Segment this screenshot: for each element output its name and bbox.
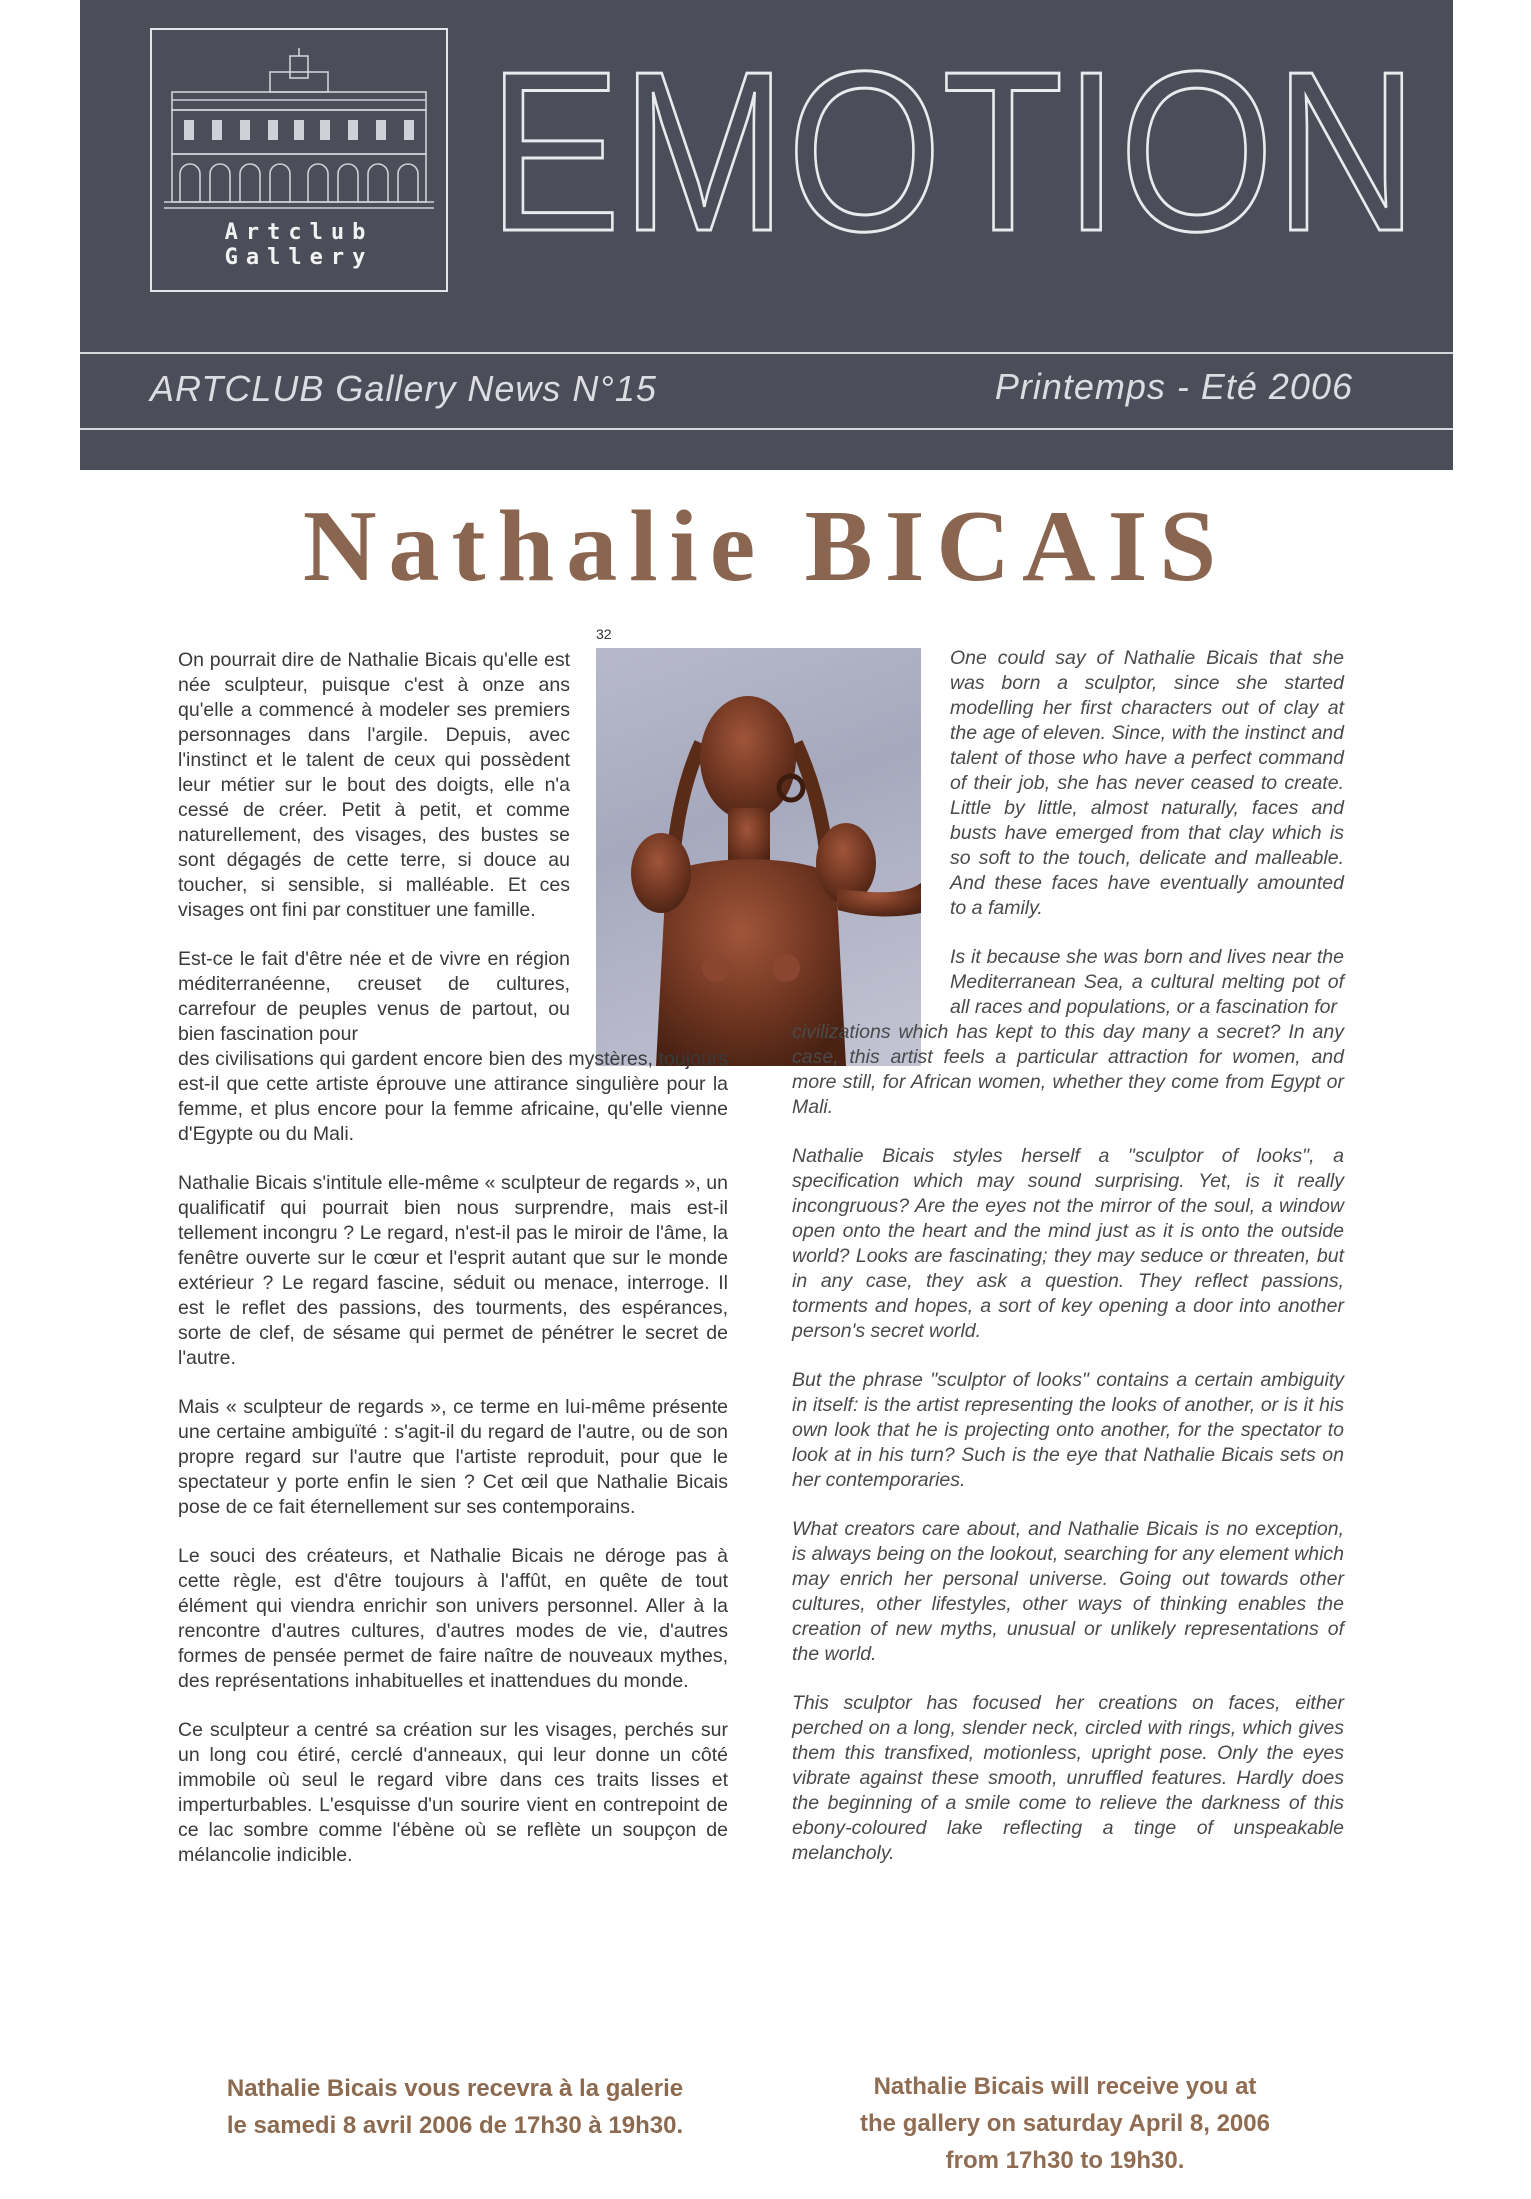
english-column [792,646,1344,1890]
en-paragraph-4: But the phrase "sculptor of looks" contains a certain ambiguity in itself: is the artist representing the looks of another, or is it his own look that he is projecting onto another, for the spectator to look at in his turn? Such is the eye that Nathalie Bicais sets on her contemporaries. [792,1369,1344,1491]
fr-paragraph-2 [178,947,728,1147]
fr-paragraph-4: Mais « sculpteur de regards », ce terme en lui-même présente une certaine ambiguïté : s'agit-il du regard de l'autre, ou de son propre regard sur l'autre que l'artiste reproduit, pour que le spectateur y porte enfin le sien ? Cet œil que Nathalie Bicais pose de ce fait éternellement sur ses contemporains. [178,1396,728,1518]
header-rule-bottom [80,428,1453,430]
french-invitation [150,2070,760,2144]
en-paragraph-2 [792,945,1344,1120]
fr-invite-line-2: le samedi 8 avril 2006 de 17h30 à 19h30. [226,2112,684,2139]
en-paragraph-1: One could say of Nathalie Bicais that she was born a sculptor, since she started modelling her first characters out of clay at the age of eleven. Since, with the instinct and talent of those who have a perfect command of their job, she has never ceased to create. Little by little, almost naturally, faces and busts have emerged from that clay which is so soft to the touch, delicate and malleable. And these faces have eventually amounted to a family. [950,647,1344,919]
artist-name: Nathalie BICAIS [302,490,1229,603]
fr-paragraph-1: On pourrait dire de Nathalie Bicais qu'elle est née sculpteur, puisque c'est à onze ans qu'elle a commencé à modeler ses premiers personnages dans l'argile. Depuis, avec l'instinct et le talent de ceux qui possèdent leur métier sur le bout des doigts, elle n'a cessé de créer. Petit à petit, et comme naturellement, des visages, des bustes se sont dégagés de cette terre, si douce au toucher, si sensible, si malléable. Et ces visages ont fini par constituer une famille. [178,649,570,921]
building-icon [160,48,438,238]
fr-paragraph-3: Nathalie Bicais s'intitule elle-même « sculpteur de regards », un qualificatif qui pourrait bien nous surprendre, mais est-il tellement incongru ? Le regard, n'est-il pas le miroir de l'âme, la fenêtre ouverte sur le cœur et l'esprit autant que sur le monde extérieur ? Le regard fascine, séduit ou menace, interroge. Il est le reflet des passions, des tourments, des espérances, sorte de clef, de sésame qui permet de pénétrer le secret de l'autre. [178,1172,728,1369]
en-invite-line-2: the gallery on saturday April 8, 2006 [860,2110,1270,2137]
gallery-logo [150,28,448,292]
english-invitation [760,2068,1370,2179]
masthead-text: EMOTION [488,25,1418,279]
en-invite-line-3: from 17h30 to 19h30. [945,2147,1185,2174]
logo-text: Artclub Gallery [224,220,374,270]
en-paragraph-2b: civilizations which has kept to this day many a secret? In any case, this artist feels a particular attraction for women, and more still, for African women, whether they come from Egypt or Mali. [792,1021,1344,1118]
masthead-title [488,25,1428,279]
en-invite-line-1: Nathalie Bicais will receive you at [873,2073,1257,2100]
newsletter-title: ARTCLUB Gallery News N°15 [150,368,657,409]
season-label: Printemps - Eté 2006 [994,366,1353,407]
fr-invite-line-1: Nathalie Bicais vous recevra à la galerie [226,2075,684,2102]
en-paragraph-2a: Is it because she was born and lives near the Mediterranean Sea, a cultural melting pot of all races and populations, or a fascination for [950,946,1344,1018]
photo-number: 32 [596,626,612,642]
en-paragraph-5: What creators care about, and Nathalie Bicais is no exception, is always being on the lookout, searching for any element which may enrich her personal universe. Going out towards other cultures, other lifestyles, other ways of thinking enables the creation of new myths, unusual or unlikely representations of the world. [792,1518,1344,1665]
french-column [178,648,728,1892]
header-rule-top [80,352,1453,354]
fr-paragraph-5: Le souci des créateurs, et Nathalie Bicais ne déroge pas à cette règle, est d'être toujours à l'affût, en quête de tout élément qui viendra enrichir son univers personnel. Aller à la rencontre d'autres cultures, d'autres modes de vie, d'autres formes de pensée permet de faire naître de nouveaux mythes, des représentations inhabituelles et inattendues du monde. [178,1545,728,1692]
fr-paragraph-6: Ce sculpteur a centré sa création sur les visages, perchés sur un long cou étiré, cerclé d'anneaux, qui leur donne un côté immobile où seul le regard vibre dans ces traits lisses et imperturbables. L'esquisse d'un sourire vient en contrepoint de ce lac sombre comme l'ébène où se reflète un soupçon de mélancolie indicible. [178,1719,728,1866]
fr-paragraph-2b: des civilisations qui gardent encore bien des mystères, toujours est-il que cette artiste éprouve une attirance singulière pour la femme, et plus encore pour la femme africaine, qu'elle vienne d'Egypte ou du Mali. [178,1048,728,1145]
en-paragraph-6: This sculptor has focused her creations on faces, either perched on a long, slender neck, circled with rings, which gives them this transfixed, motionless, upright pose. Only the eyes vibrate against these smooth, unruffled features. Hardly does the beginning of a smile come to relieve the darkness of this ebony-coloured lake reflecting a tinge of unspeakable melancholy. [792,1692,1344,1864]
masthead-banner [80,0,1453,470]
en-paragraph-3: Nathalie Bicais styles herself a "sculptor of looks", a specification which may sound surprising. Yet, is it really incongruous? Are the eyes not the mirror of the soul, a window open onto the heart and the mind just as it is onto the outside world? Looks are fascinating; they may seduce or threaten, but in any case, they ask a question. They reflect passions, torments and hopes, a sort of key opening a door into another person's secret world. [792,1145,1344,1342]
fr-paragraph-2a: Est-ce le fait d'être née et de vivre en région méditerranéenne, creuset de cultures, carrefour de peuples venus de partout, ou bien fascination pour [178,948,570,1045]
